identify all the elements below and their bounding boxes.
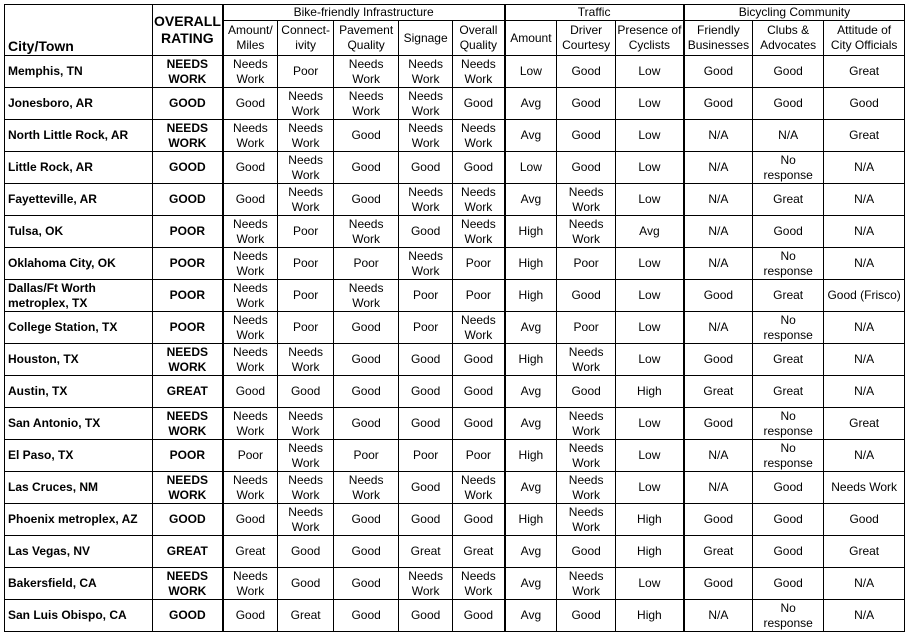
rating-cell: Poor (334, 440, 399, 472)
rating-cell: Needs Work (278, 472, 334, 504)
rating-cell: Needs Work (334, 56, 399, 88)
city-cell: Austin, TX (5, 376, 153, 408)
rating-cell: Needs Work (278, 184, 334, 216)
rating-cell: Good (399, 376, 453, 408)
rating-cell: Low (616, 88, 684, 120)
rating-cell: Good (557, 152, 616, 184)
table-row (5, 280, 905, 312)
rating-cell: Good (684, 88, 753, 120)
rating-cell: Good (278, 536, 334, 568)
rating-cell: No response (753, 600, 824, 632)
rating-cell: Poor (453, 248, 505, 280)
table-row (5, 472, 905, 504)
rating-cell: Good (Frisco) (824, 280, 905, 312)
rating-cell: High (616, 536, 684, 568)
rating-cell: Poor (278, 312, 334, 344)
table-row (5, 440, 905, 472)
table-row (5, 88, 905, 120)
rating-cell: Needs Work (557, 472, 616, 504)
rating-cell: Good (557, 120, 616, 152)
rating-cell: Good (684, 280, 753, 312)
overall-rating-cell: GOOD (153, 152, 223, 184)
rating-cell: Needs Work (278, 88, 334, 120)
rating-cell: Low (616, 120, 684, 152)
rating-cell: Good (753, 504, 824, 536)
column-header: Pavement Quality (334, 21, 399, 56)
rating-cell: Needs Work (223, 280, 278, 312)
rating-cell: Good (399, 152, 453, 184)
rating-cell: Good (557, 376, 616, 408)
rating-cell: Poor (453, 280, 505, 312)
group-header-bicycling-community: Bicycling Community (684, 5, 905, 21)
table-row (5, 216, 905, 248)
table-row (5, 248, 905, 280)
group-header-traffic: Traffic (505, 5, 684, 21)
rating-cell: Good (278, 568, 334, 600)
rating-cell: Good (453, 408, 505, 440)
overall-rating-cell: NEEDS WORK (153, 120, 223, 152)
rating-cell: N/A (824, 248, 905, 280)
rating-cell: Good (753, 472, 824, 504)
rating-cell: Low (616, 472, 684, 504)
column-header: Driver Courtesy (557, 21, 616, 56)
rating-cell: High (505, 216, 557, 248)
rating-cell: Great (753, 280, 824, 312)
overall-rating-cell: NEEDS WORK (153, 56, 223, 88)
overall-rating-cell: POOR (153, 248, 223, 280)
rating-cell: N/A (824, 376, 905, 408)
rating-cell: Low (505, 152, 557, 184)
overall-rating-cell: GREAT (153, 376, 223, 408)
rating-cell: Low (616, 408, 684, 440)
city-column-header: City/Town (5, 5, 153, 56)
table-row (5, 376, 905, 408)
group-header-row (5, 5, 905, 21)
rating-cell: Needs Work (557, 344, 616, 376)
rating-cell: Great (824, 408, 905, 440)
rating-cell: Needs Work (453, 56, 505, 88)
table-row (5, 184, 905, 216)
rating-cell: Good (223, 152, 278, 184)
rating-cell: N/A (824, 568, 905, 600)
rating-cell: Avg (505, 600, 557, 632)
rating-cell: Poor (278, 216, 334, 248)
rating-cell: Great (824, 120, 905, 152)
rating-cell: Good (399, 504, 453, 536)
rating-cell: Good (824, 504, 905, 536)
rating-cell: Avg (505, 184, 557, 216)
rating-cell: Needs Work (453, 216, 505, 248)
rating-cell: Poor (278, 56, 334, 88)
rating-cell: Poor (557, 312, 616, 344)
rating-cell: Needs Work (824, 472, 905, 504)
rating-cell: N/A (684, 152, 753, 184)
rating-cell: Good (334, 120, 399, 152)
rating-cell: N/A (824, 344, 905, 376)
rating-cell: Good (223, 88, 278, 120)
rating-cell: Needs Work (223, 344, 278, 376)
rating-cell: Good (399, 344, 453, 376)
rating-cell: Great (278, 600, 334, 632)
rating-cell: N/A (824, 440, 905, 472)
rating-cell: Poor (278, 280, 334, 312)
rating-cell: Needs Work (223, 568, 278, 600)
rating-cell: No response (753, 312, 824, 344)
rating-cell: Good (684, 344, 753, 376)
city-cell: Tulsa, OK (5, 216, 153, 248)
rating-cell: Needs Work (453, 472, 505, 504)
rating-cell: Needs Work (399, 568, 453, 600)
rating-cell: High (505, 344, 557, 376)
rating-cell: Needs Work (399, 88, 453, 120)
rating-cell: Good (753, 536, 824, 568)
overall-rating-cell: GREAT (153, 536, 223, 568)
rating-cell: Needs Work (557, 184, 616, 216)
rating-cell: Needs Work (557, 408, 616, 440)
column-header: Overall Quality (453, 21, 505, 56)
rating-cell: No response (753, 248, 824, 280)
rating-cell: Poor (334, 248, 399, 280)
rating-cell: Good (334, 600, 399, 632)
rating-cell: Good (399, 472, 453, 504)
rating-cell: N/A (684, 600, 753, 632)
rating-cell: Good (334, 536, 399, 568)
rating-cell: N/A (684, 472, 753, 504)
city-cell: Houston, TX (5, 344, 153, 376)
rating-cell: No response (753, 408, 824, 440)
rating-cell: Good (223, 504, 278, 536)
rating-cell: Good (399, 408, 453, 440)
column-header: Connect- ivity (278, 21, 334, 56)
rating-cell: Good (334, 344, 399, 376)
overall-rating-cell: NEEDS WORK (153, 408, 223, 440)
rating-cell: Good (399, 600, 453, 632)
overall-rating-cell: GOOD (153, 600, 223, 632)
city-cell: Jonesboro, AR (5, 88, 153, 120)
overall-rating-cell: GOOD (153, 504, 223, 536)
rating-cell: Needs Work (453, 312, 505, 344)
rating-cell: Avg (505, 472, 557, 504)
rating-cell: Good (223, 600, 278, 632)
rating-cell: Avg (505, 312, 557, 344)
rating-cell: Good (557, 280, 616, 312)
rating-cell: Poor (278, 248, 334, 280)
table-row (5, 344, 905, 376)
rating-cell: Good (453, 344, 505, 376)
rating-cell: Needs Work (399, 248, 453, 280)
rating-cell: Great (399, 536, 453, 568)
column-header: Presence of Cyclists (616, 21, 684, 56)
overall-rating-column-header: OVERALL RATING (153, 5, 223, 56)
rating-cell: Good (278, 376, 334, 408)
bike-friendliness-table (4, 4, 905, 632)
rating-cell: Good (334, 184, 399, 216)
city-cell: College Station, TX (5, 312, 153, 344)
rating-cell: Needs Work (453, 568, 505, 600)
city-cell: San Luis Obispo, CA (5, 600, 153, 632)
rating-cell: N/A (684, 184, 753, 216)
rating-cell: Needs Work (399, 56, 453, 88)
rating-cell: Low (505, 56, 557, 88)
rating-cell: Needs Work (223, 56, 278, 88)
rating-cell: Good (334, 152, 399, 184)
rating-cell: Poor (399, 312, 453, 344)
rating-cell: Needs Work (334, 280, 399, 312)
rating-cell: Avg (505, 120, 557, 152)
rating-cell: Needs Work (399, 184, 453, 216)
rating-cell: Good (334, 408, 399, 440)
rating-cell: Poor (399, 440, 453, 472)
rating-cell: No response (753, 152, 824, 184)
rating-cell: N/A (684, 216, 753, 248)
rating-cell: Good (557, 56, 616, 88)
rating-cell: Good (223, 376, 278, 408)
rating-cell: Needs Work (453, 184, 505, 216)
table-row (5, 56, 905, 88)
rating-cell: N/A (824, 216, 905, 248)
rating-cell: Great (684, 536, 753, 568)
rating-cell: Low (616, 568, 684, 600)
table-row (5, 568, 905, 600)
city-cell: El Paso, TX (5, 440, 153, 472)
city-cell: Dallas/Ft Worth metroplex, TX (5, 280, 153, 312)
rating-cell: Great (684, 376, 753, 408)
rating-cell: High (616, 376, 684, 408)
rating-cell: N/A (824, 600, 905, 632)
rating-cell: No response (753, 440, 824, 472)
rating-cell: Low (616, 312, 684, 344)
overall-rating-cell: NEEDS WORK (153, 344, 223, 376)
rating-cell: Avg (505, 408, 557, 440)
city-cell: Las Vegas, NV (5, 536, 153, 568)
rating-cell: Low (616, 280, 684, 312)
rating-cell: Needs Work (278, 152, 334, 184)
table-wrapper (4, 4, 905, 632)
column-header: Amount/ Miles (223, 21, 278, 56)
rating-cell: Avg (505, 376, 557, 408)
rating-cell: Needs Work (223, 408, 278, 440)
rating-cell: Needs Work (557, 568, 616, 600)
rating-cell: N/A (824, 152, 905, 184)
rating-cell: Low (616, 248, 684, 280)
rating-cell: Needs Work (223, 216, 278, 248)
rating-cell: Low (616, 152, 684, 184)
rating-cell: Good (753, 56, 824, 88)
rating-cell: Needs Work (334, 472, 399, 504)
rating-cell: High (505, 280, 557, 312)
rating-cell: Avg (505, 88, 557, 120)
rating-cell: Needs Work (223, 472, 278, 504)
rating-cell: Great (824, 536, 905, 568)
rating-cell: High (505, 440, 557, 472)
overall-rating-cell: NEEDS WORK (153, 568, 223, 600)
overall-rating-cell: POOR (153, 312, 223, 344)
rating-cell: Needs Work (223, 248, 278, 280)
column-header: Attitude of City Officials (824, 21, 905, 56)
group-header-infrastructure: Bike-friendly Infrastructure (223, 5, 505, 21)
rating-cell: N/A (684, 120, 753, 152)
rating-cell: High (616, 504, 684, 536)
table-row (5, 152, 905, 184)
overall-rating-cell: POOR (153, 280, 223, 312)
rating-cell: Great (824, 56, 905, 88)
rating-cell: Good (684, 408, 753, 440)
rating-cell: Needs Work (334, 88, 399, 120)
rating-cell: Good (399, 216, 453, 248)
rating-cell: Great (753, 184, 824, 216)
rating-cell: Good (453, 376, 505, 408)
table-row (5, 408, 905, 440)
overall-rating-cell: POOR (153, 440, 223, 472)
rating-cell: Avg (616, 216, 684, 248)
column-header: Signage (399, 21, 453, 56)
rating-cell: Great (223, 536, 278, 568)
rating-cell: Low (616, 344, 684, 376)
rating-cell: Good (684, 56, 753, 88)
rating-cell: Needs Work (453, 120, 505, 152)
rating-cell: Good (334, 504, 399, 536)
column-header: Friendly Businesses (684, 21, 753, 56)
rating-cell: Needs Work (557, 504, 616, 536)
overall-rating-cell: NEEDS WORK (153, 472, 223, 504)
rating-cell: N/A (684, 440, 753, 472)
rating-cell: Good (557, 536, 616, 568)
rating-cell: Avg (505, 536, 557, 568)
table-row (5, 504, 905, 536)
rating-cell: N/A (684, 312, 753, 344)
rating-cell: Good (453, 600, 505, 632)
rating-cell: Low (616, 184, 684, 216)
rating-cell: Low (616, 56, 684, 88)
city-cell: Little Rock, AR (5, 152, 153, 184)
rating-cell: Good (453, 152, 505, 184)
rating-cell: Good (753, 216, 824, 248)
rating-cell: Good (684, 568, 753, 600)
rating-cell: Good (557, 88, 616, 120)
table-row (5, 536, 905, 568)
rating-cell: Needs Work (278, 440, 334, 472)
rating-cell: Good (824, 88, 905, 120)
rating-cell: Good (684, 504, 753, 536)
city-cell: Fayetteville, AR (5, 184, 153, 216)
rating-cell: Poor (399, 280, 453, 312)
rating-cell: N/A (684, 248, 753, 280)
rating-cell: Needs Work (278, 120, 334, 152)
rating-cell: High (505, 248, 557, 280)
rating-cell: Needs Work (278, 344, 334, 376)
rating-cell: Good (557, 600, 616, 632)
rating-cell: Poor (453, 440, 505, 472)
rating-cell: Good (453, 504, 505, 536)
table-row (5, 120, 905, 152)
rating-cell: Good (223, 184, 278, 216)
rating-cell: Good (453, 88, 505, 120)
city-cell: Las Cruces, NM (5, 472, 153, 504)
rating-cell: Good (753, 88, 824, 120)
rating-cell: N/A (824, 312, 905, 344)
rating-cell: Needs Work (334, 216, 399, 248)
rating-cell: Good (334, 312, 399, 344)
overall-rating-cell: POOR (153, 216, 223, 248)
rating-cell: Needs Work (557, 440, 616, 472)
rating-cell: Needs Work (223, 312, 278, 344)
rating-cell: N/A (824, 184, 905, 216)
rating-cell: Needs Work (278, 408, 334, 440)
table-row (5, 600, 905, 632)
rating-cell: Great (453, 536, 505, 568)
overall-rating-cell: GOOD (153, 184, 223, 216)
city-cell: Phoenix metroplex, AZ (5, 504, 153, 536)
city-cell: North Little Rock, AR (5, 120, 153, 152)
rating-cell: Good (334, 568, 399, 600)
rating-cell: N/A (753, 120, 824, 152)
city-cell: San Antonio, TX (5, 408, 153, 440)
table-row (5, 312, 905, 344)
column-header: Amount (505, 21, 557, 56)
rating-cell: High (505, 504, 557, 536)
rating-cell: Needs Work (223, 120, 278, 152)
rating-cell: Great (753, 344, 824, 376)
rating-cell: Good (753, 568, 824, 600)
city-cell: Bakersfield, CA (5, 568, 153, 600)
city-cell: Memphis, TN (5, 56, 153, 88)
rating-cell: Low (616, 440, 684, 472)
rating-cell: Needs Work (557, 216, 616, 248)
overall-rating-cell: GOOD (153, 88, 223, 120)
city-cell: Oklahoma City, OK (5, 248, 153, 280)
rating-cell: High (616, 600, 684, 632)
rating-cell: Poor (223, 440, 278, 472)
rating-cell: Avg (505, 568, 557, 600)
table-body (5, 56, 905, 632)
rating-cell: Great (753, 376, 824, 408)
column-header: Clubs & Advocates (753, 21, 824, 56)
rating-cell: Good (334, 376, 399, 408)
rating-cell: Needs Work (399, 120, 453, 152)
rating-cell: Poor (557, 248, 616, 280)
rating-cell: Needs Work (278, 504, 334, 536)
